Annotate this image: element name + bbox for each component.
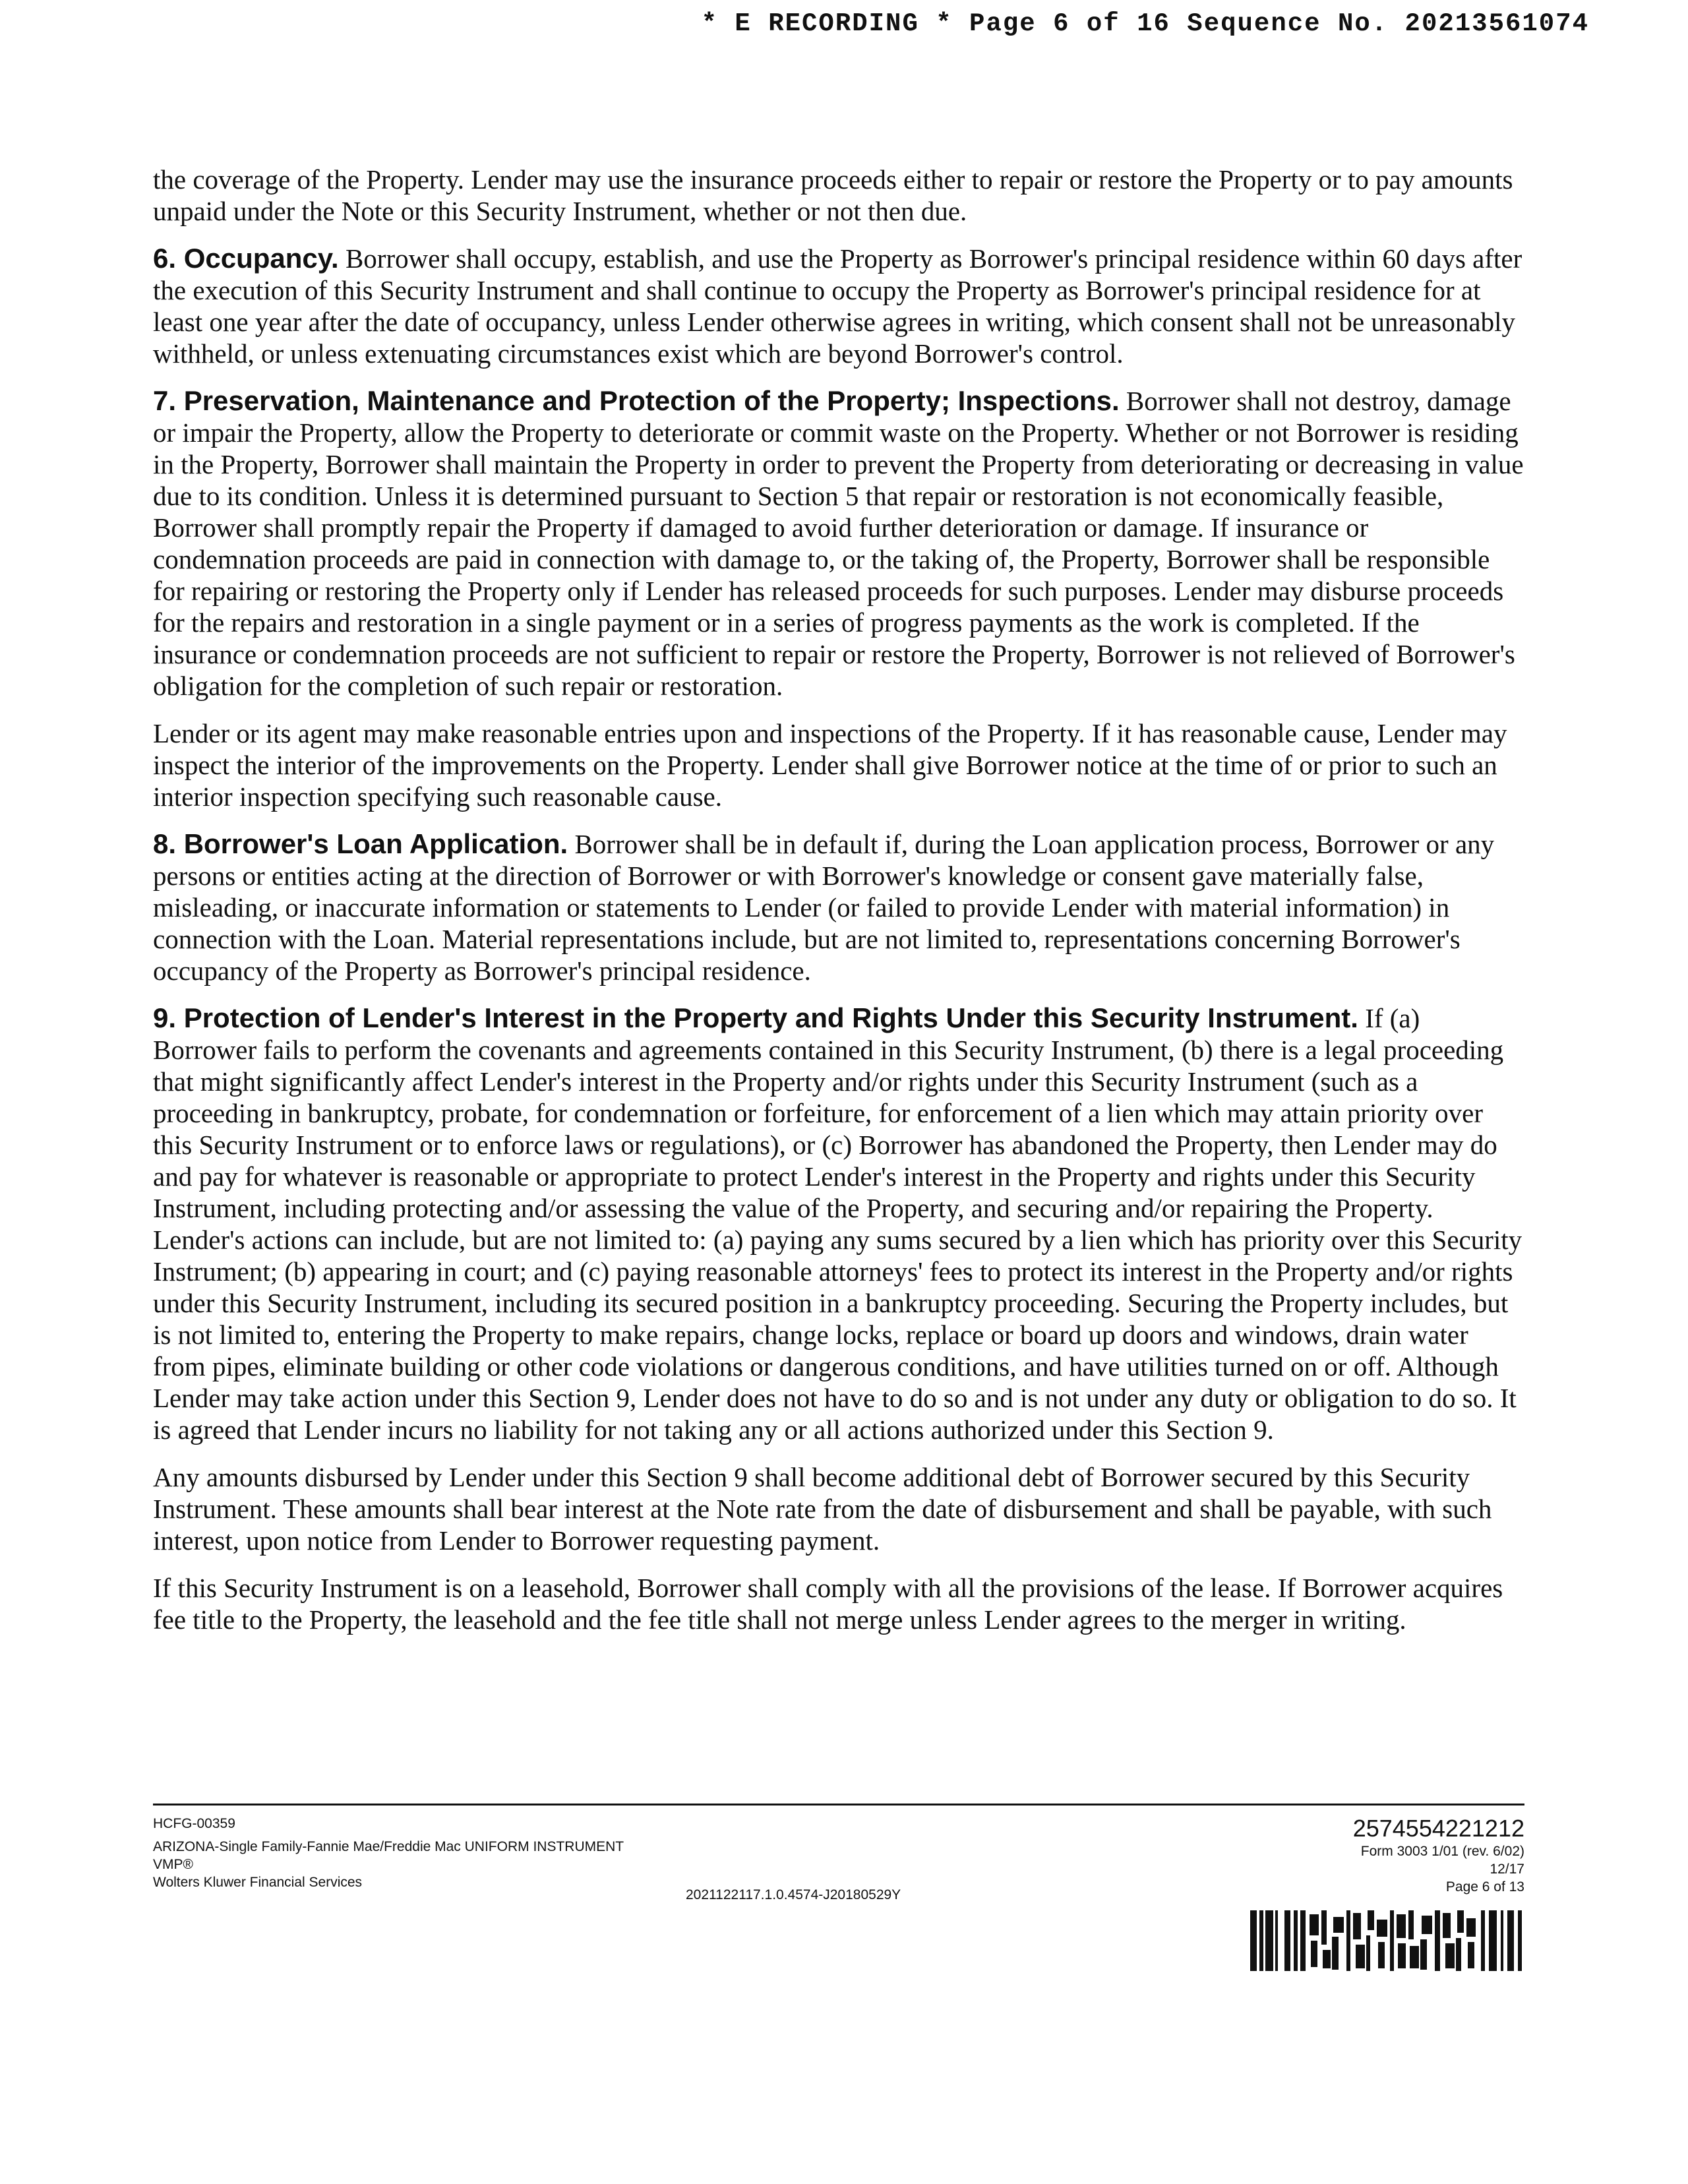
barcode-image — [1250, 1910, 1524, 1971]
section-9-heading: 9. Protection of Lender's Interest in the Property and Rights Under this Security Instrument. — [153, 1002, 1358, 1033]
section-6-text: Borrower shall occupy, establish, and use the Property as Borrower's principal residence within 60 days after the execution of this Security Instrument and shall continue to occupy the Property as Borrower's principal residence for at least one year after the date of occupancy, unless Lender otherwise agrees in writing, which consent shall not be unreasonably withheld, or unless extenuating circumstances exist which are beyond Borrower's control. — [153, 243, 1522, 369]
section-9 — [153, 1002, 1524, 1445]
section-7-paragraph-2: Lender or its agent may make reasonable entries upon and inspections of the Property. If it has reasonable cause, Lender may inspect the interior of the improvements on the Property. Lender shall give Borrower notice at the time of or prior to such an interior inspection specifying such reasonable cause. — [153, 718, 1507, 812]
revision-date: 12/17 — [1490, 1862, 1524, 1877]
section-9-paragraph-2: Any amounts disbursed by Lender under this Section 9 shall become additional debt of Borrower secured by this Security Instrument. These amounts shall bear interest at the Note rate from the date of disbursement and shall be payable, with such interest, upon notice from Lender to Borrower requesting payment. — [153, 1462, 1492, 1556]
form-title: ARIZONA-Single Family-Fannie Mae/Freddie Mac UNIFORM INSTRUMENT — [153, 1839, 624, 1854]
section-9-text: If (a) Borrower fails to perform the covenants and agreements contained in this Security Instrument, (b) there is a legal proceeding that might significantly affect Lender's interest in the Property and/or rights under this Security Instrument (such as a proceeding in bankruptcy, probate, for condemnation or forfeiture, for enforcement of a lien which may attain priority over this Security Instrument or to enforce laws or regulations), or (c) Borrower has abandoned the Property, then Lender may do and pay for whatever is reasonable or appropriate to protect Lender's interest in the Property and rights under this Security Instrument, including protecting and/or assessing the value of the Property, and securing and/or repairing the Property. Lender's actions can include, but are not limited to: (a) paying any sums secured by a lien which has priority over this Security Instrument; (b) appearing in court; and (c) paying reasonable attorneys' fees to protect its interest in the Property and/or rights under this Security Instrument, including its secured position in a bankruptcy proceeding. Securing the Property includes, but is not limited to, entering the Property to make repairs, change locks, replace or board up doors and windows, drain water from pipes, eliminate building or other code violations or dangerous conditions, and have utilities turned on or off. Although Lender may take action under this Section 9, Lender does not have to do so and is not under any duty or obligation to do so. It is agreed that Lender incurs no liability for not taking any or all actions authorized under this Section 9. — [153, 1003, 1522, 1445]
form-number: Form 3003 1/01 (rev. 6/02) — [1360, 1844, 1524, 1859]
section-8-text: Borrower shall be in default if, during the Loan application process, Borrower or any persons or entities acting at the direction of Borrower or with Borrower's knowledge or consent gave materially false, misleading, or inaccurate information or statements to Lender (or failed to provide Lender with material information) in connection with the Loan. Material representations include, but are not limited to, representations concerning Borrower's occupancy of the Property as Borrower's principal residence. — [153, 829, 1495, 986]
footer-right — [1353, 1815, 1524, 1896]
section-9-paragraph-3: If this Security Instrument is on a leasehold, Borrower shall comply with all the provisions of the lease. If Borrower acquires fee title to the Property, the leasehold and the fee title shall not merge unless Lender agrees to the merger in writing. — [153, 1573, 1503, 1635]
section-7-text: Borrower shall not destroy, damage or impair the Property, allow the Property to deteriorate or commit waste on the Property. Whether or not Borrower is residing in the Property, Borrower shall maintain the Property in order to prevent the Property from deteriorating or decreasing in value due to its condition. Unless it is determined pursuant to Section 5 that repair or restoration is not economically feasible, Borrower shall promptly repair the Property if damaged to avoid further deterioration or damage. If insurance or condemnation proceeds are paid in connection with damage to, or the taking of, the Property, Borrower shall be responsible for repairing or restoring the Property only if Lender has released proceeds for such purposes. Lender may disburse proceeds for the repairs and restoration in a single payment or in a series of progress payments as the work is completed. If the insurance or condemnation proceeds are not sufficient to repair or restore the Property, Borrower is not relieved of Borrower's obligation for the completion of such repair or restoration. — [153, 386, 1524, 701]
document-id: 2021122117.1.0.4574-J20180529Y — [686, 1887, 901, 1902]
recording-header: * E RECORDING * Page 6 of 16 Sequence No. 20213561074 — [701, 9, 1589, 38]
form-code: HCFG-00359 — [153, 1816, 235, 1831]
section-7 — [153, 385, 1524, 702]
section-7-heading: 7. Preservation, Maintenance and Protection of the Property; Inspections. — [153, 385, 1120, 416]
section-8-heading: 8. Borrower's Loan Application. — [153, 828, 568, 859]
footer-left — [153, 1815, 624, 1891]
section-6 — [153, 243, 1524, 369]
loan-number: 2574554221212 — [1352, 1815, 1524, 1842]
document-body — [153, 164, 1524, 1651]
vmp-mark: VMP® — [153, 1857, 193, 1872]
publisher: Wolters Kluwer Financial Services — [153, 1875, 363, 1890]
section-8 — [153, 828, 1524, 986]
intro-paragraph: the coverage of the Property. Lender may use the insurance proceeds either to repair or restore the Property or to pay amounts unpaid under the Note or this Security Instrument, whether or not then due. — [153, 164, 1513, 226]
section-6-heading: 6. Occupancy. — [153, 243, 339, 274]
page-number: Page 6 of 13 — [1445, 1879, 1524, 1895]
footer-divider — [153, 1804, 1524, 1805]
